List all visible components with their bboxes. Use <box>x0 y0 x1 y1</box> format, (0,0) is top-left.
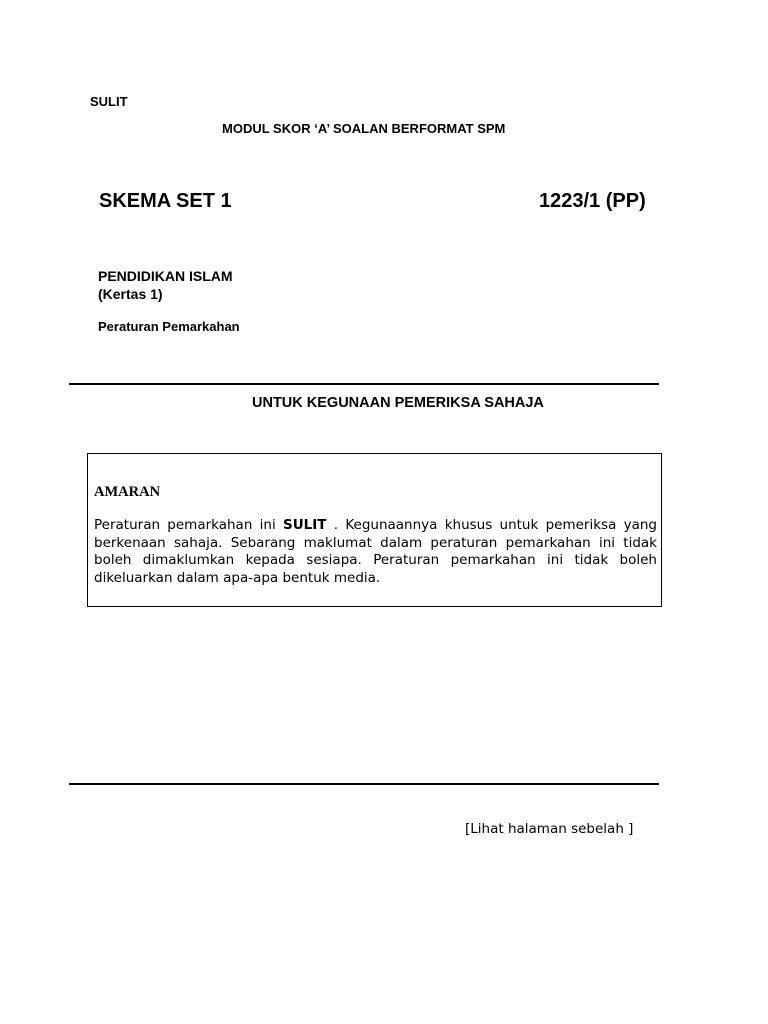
next-page-note: [Lihat halaman sebelah ] <box>465 821 634 837</box>
warning-box <box>87 453 662 607</box>
document-type: Peraturan Pemarkahan <box>98 319 240 334</box>
bottom-divider <box>69 783 659 785</box>
paper-code: 1223/1 (PP) <box>539 190 646 212</box>
subject-name: PENDIDIKAN ISLAM <box>98 268 233 284</box>
module-title: MODUL SKOR ‘A’ SOALAN BERFORMAT SPM <box>222 121 506 136</box>
classification-label: SULIT <box>90 94 128 109</box>
warning-text-bold: SULIT <box>282 517 327 533</box>
warning-text <box>94 517 657 587</box>
top-divider <box>69 383 659 385</box>
examiner-note: UNTUK KEGUNAAN PEMERIKSA SAHAJA <box>252 395 544 411</box>
set-title: SKEMA SET 1 <box>99 190 232 212</box>
warning-text-before: Peraturan pemarkahan ini <box>94 517 283 533</box>
warning-text-after: . Kegunaannya khusus untuk pemeriksa yang berkenaan sahaja. Sebarang maklumat dalam peraturan pemarkahan ini tidak boleh dimaklumkan kepada sesiapa. Peraturan pemarkahan ini tidak boleh dikeluarkan dalam apa-apa bentuk media. <box>94 517 657 586</box>
paper-number: (Kertas 1) <box>98 286 163 302</box>
warning-title: AMARAN <box>94 484 161 500</box>
